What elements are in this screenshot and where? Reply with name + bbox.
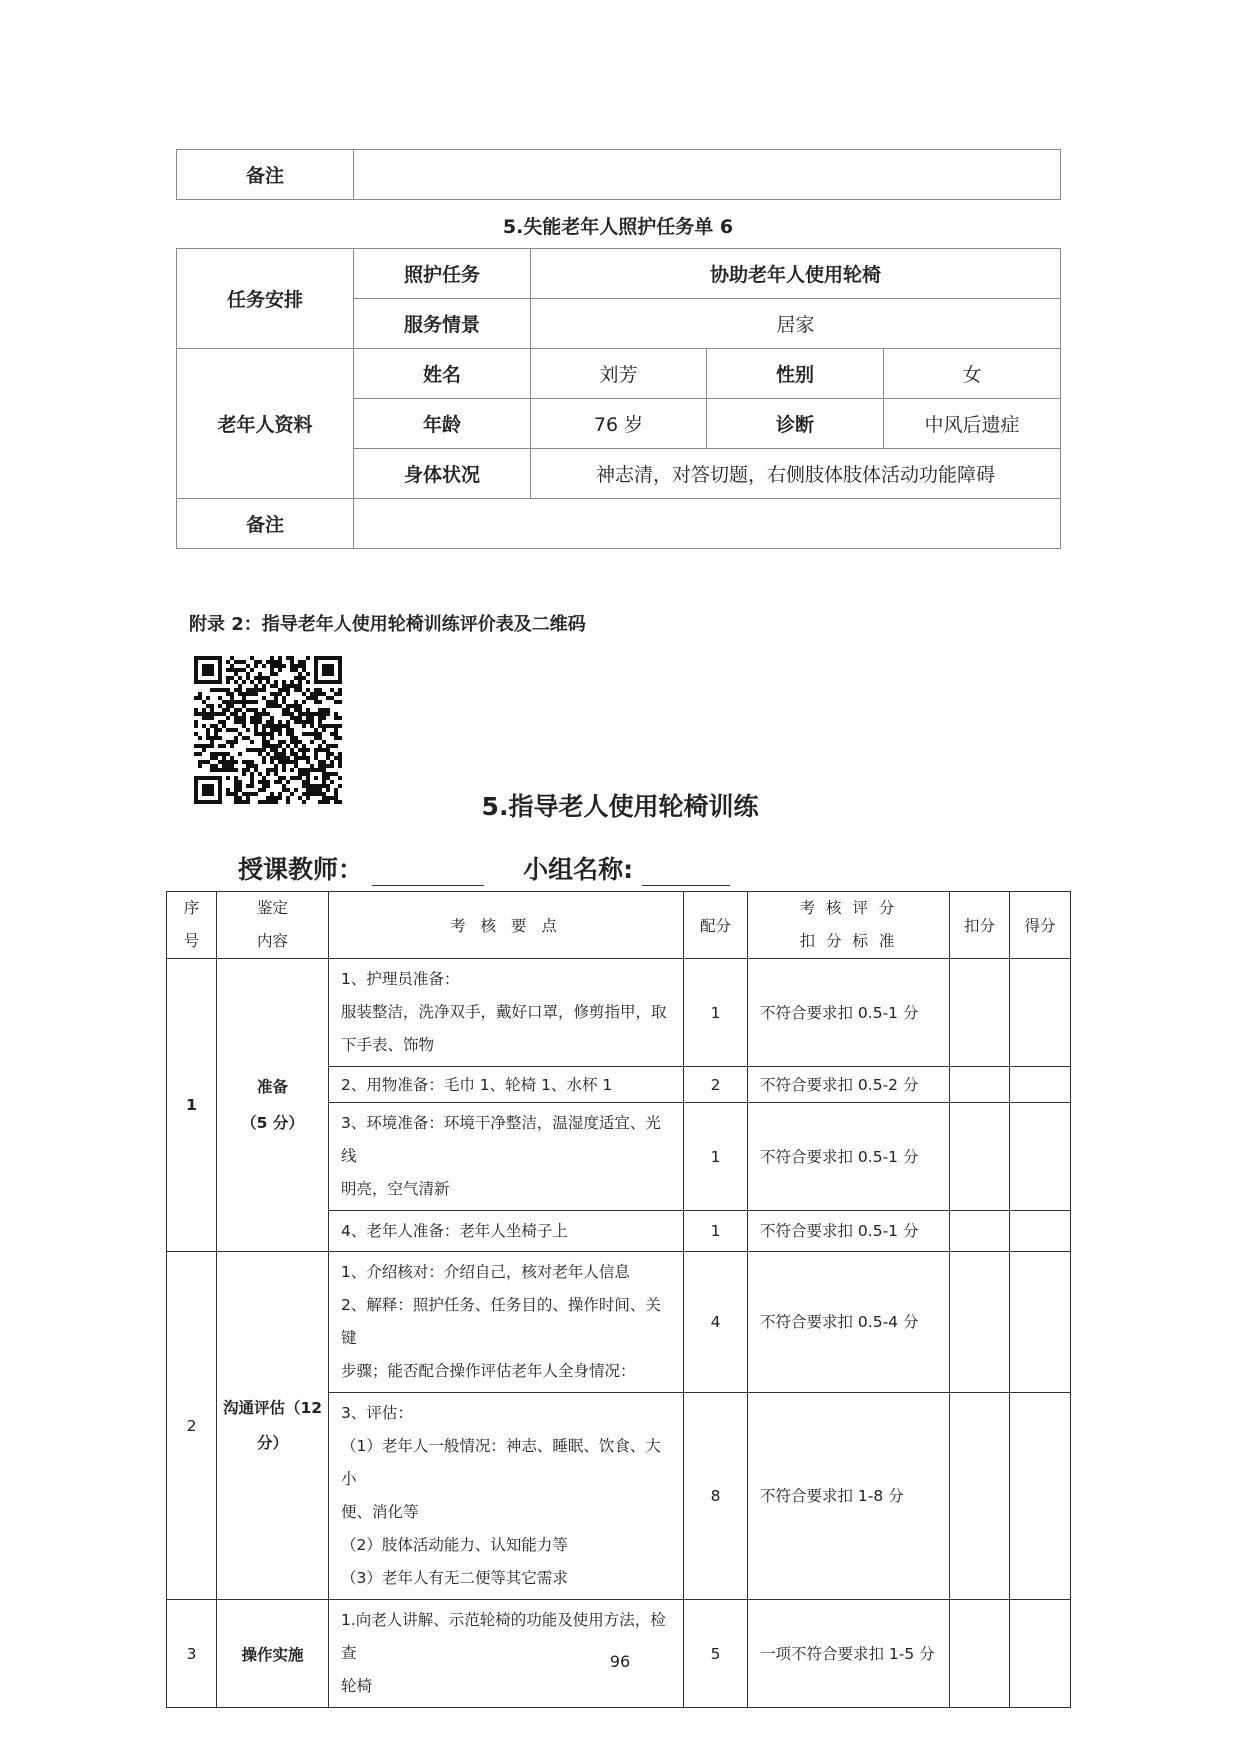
row1-item1-points: 1、护理员准备： 服装整洁，洗净双手，戴好口罩，修剪指甲，取 下手表、饰物	[329, 959, 684, 1067]
header-content: 鉴定 内容	[217, 892, 329, 959]
name-label: 姓名	[354, 349, 531, 399]
group-label: 小组名称:	[523, 855, 634, 884]
name-value: 刘芳	[531, 349, 707, 399]
elder-info-label: 老年人资料	[177, 349, 354, 499]
row2-item2-gain[interactable]	[1010, 1393, 1071, 1600]
row1-item4-gain[interactable]	[1010, 1211, 1071, 1252]
row3-item1-criteria: 一项不符合要求扣 1-5 分	[748, 1600, 950, 1708]
row1-item2-score: 2	[684, 1067, 748, 1103]
row1-item4-deduct[interactable]	[950, 1211, 1010, 1252]
evaluation-table	[166, 891, 1071, 1708]
row3-item1-deduct[interactable]	[950, 1600, 1010, 1708]
row3-item1-score: 5	[684, 1600, 748, 1708]
row1-item2-gain[interactable]	[1010, 1067, 1071, 1103]
header-seq: 序 号	[167, 892, 217, 959]
header-deduct: 扣分	[950, 892, 1010, 959]
task-remark-value	[354, 499, 1061, 549]
row1-item1-deduct[interactable]	[950, 959, 1010, 1067]
gender-value: 女	[884, 349, 1061, 399]
row1-item3-criteria: 不符合要求扣 0.5-1 分	[748, 1103, 950, 1211]
row2-item2-criteria: 不符合要求扣 1-8 分	[748, 1393, 950, 1600]
row2-item1-criteria: 不符合要求扣 0.5-4 分	[748, 1252, 950, 1393]
diagnosis-value: 中风后遗症	[884, 399, 1061, 449]
row2-seq: 2	[167, 1252, 217, 1600]
appendix-title: 附录 2：指导老年人使用轮椅训练评价表及二维码	[189, 614, 586, 635]
row3-seq: 3	[167, 1600, 217, 1708]
care-task-label: 照护任务	[354, 249, 531, 299]
row2-item2-deduct[interactable]	[950, 1393, 1010, 1600]
row2-item1-points: 1、介绍核对：介绍自己，核对老年人信息 2、解释：照护任务、任务目的、操作时间、关键 步骤；能否配合操作评估老年人全身情况：	[329, 1252, 684, 1393]
header-gain: 得分	[1010, 892, 1071, 959]
row2-item2-score: 8	[684, 1393, 748, 1600]
task-table	[176, 248, 1061, 549]
row3-item1-gain[interactable]	[1010, 1600, 1071, 1708]
group-input-line[interactable]	[642, 855, 730, 886]
row1-item3-score: 1	[684, 1103, 748, 1211]
row2-item1-score: 4	[684, 1252, 748, 1393]
header-points: 考 核 要 点	[329, 892, 684, 959]
row2-item1-deduct[interactable]	[950, 1252, 1010, 1393]
row3-content: 操作实施	[217, 1600, 329, 1708]
age-value: 76 岁	[531, 399, 707, 449]
row1-item3-gain[interactable]	[1010, 1103, 1071, 1211]
row1-item1-criteria: 不符合要求扣 0.5-1 分	[748, 959, 950, 1067]
teacher-group-line	[238, 850, 730, 886]
age-label: 年龄	[354, 399, 531, 449]
page-number: 96	[609, 1652, 631, 1671]
row1-item4-points: 4、老年人准备：老年人坐椅子上	[329, 1211, 684, 1252]
row1-item4-criteria: 不符合要求扣 0.5-1 分	[748, 1211, 950, 1252]
row2-content: 沟通评估（12 分）	[217, 1252, 329, 1600]
row1-item2-points: 2、用物准备：毛巾 1、轮椅 1、水杯 1	[329, 1067, 684, 1103]
care-task-value: 协助老年人使用轮椅	[531, 249, 1061, 299]
teacher-label: 授课教师：	[238, 855, 364, 884]
row3-item1-points: 1.向老人讲解、示范轮椅的功能及使用方法，检查 轮椅	[329, 1600, 684, 1708]
scene-value: 居家	[531, 299, 1061, 349]
condition-label: 身体状况	[354, 449, 531, 499]
row1-item2-deduct[interactable]	[950, 1067, 1010, 1103]
task-caption: 5.失能老年人照护任务单 6	[502, 216, 734, 238]
row1-item3-deduct[interactable]	[950, 1103, 1010, 1211]
task-remark-label: 备注	[177, 499, 354, 549]
diagnosis-label: 诊断	[707, 399, 884, 449]
row1-item4-score: 1	[684, 1211, 748, 1252]
condition-value: 神志清，对答切题，右侧肢体肢体活动功能障碍	[531, 449, 1061, 499]
gender-label: 性别	[707, 349, 884, 399]
scene-label: 服务情景	[354, 299, 531, 349]
remark-table-top	[176, 149, 1061, 200]
eval-title: 5.指导老人使用轮椅训练	[481, 792, 759, 821]
remark-value	[354, 150, 1061, 200]
row1-item1-gain[interactable]	[1010, 959, 1071, 1067]
teacher-input-line[interactable]	[372, 855, 484, 886]
row1-item3-points: 3、环境准备：环境干净整洁，温湿度适宜、光线 明亮，空气清新	[329, 1103, 684, 1211]
row1-seq: 1	[167, 959, 217, 1252]
row2-item2-points: 3、评估： （1）老年人一般情况：神志、睡眠、饮食、大小 便、消化等 （2）肢体活动能力、认知能力等 （3）老年人有无二便等其它需求	[329, 1393, 684, 1600]
task-arrangement-label: 任务安排	[177, 249, 354, 349]
qr-code-icon	[194, 656, 342, 804]
header-criteria: 考 核 评 分 扣 分 标 准	[748, 892, 950, 959]
row2-item1-gain[interactable]	[1010, 1252, 1071, 1393]
row1-content: 准备 （5 分）	[217, 959, 329, 1252]
row1-item1-score: 1	[684, 959, 748, 1067]
remark-label: 备注	[177, 150, 354, 200]
header-score: 配分	[684, 892, 748, 959]
row1-item2-criteria: 不符合要求扣 0.5-2 分	[748, 1067, 950, 1103]
